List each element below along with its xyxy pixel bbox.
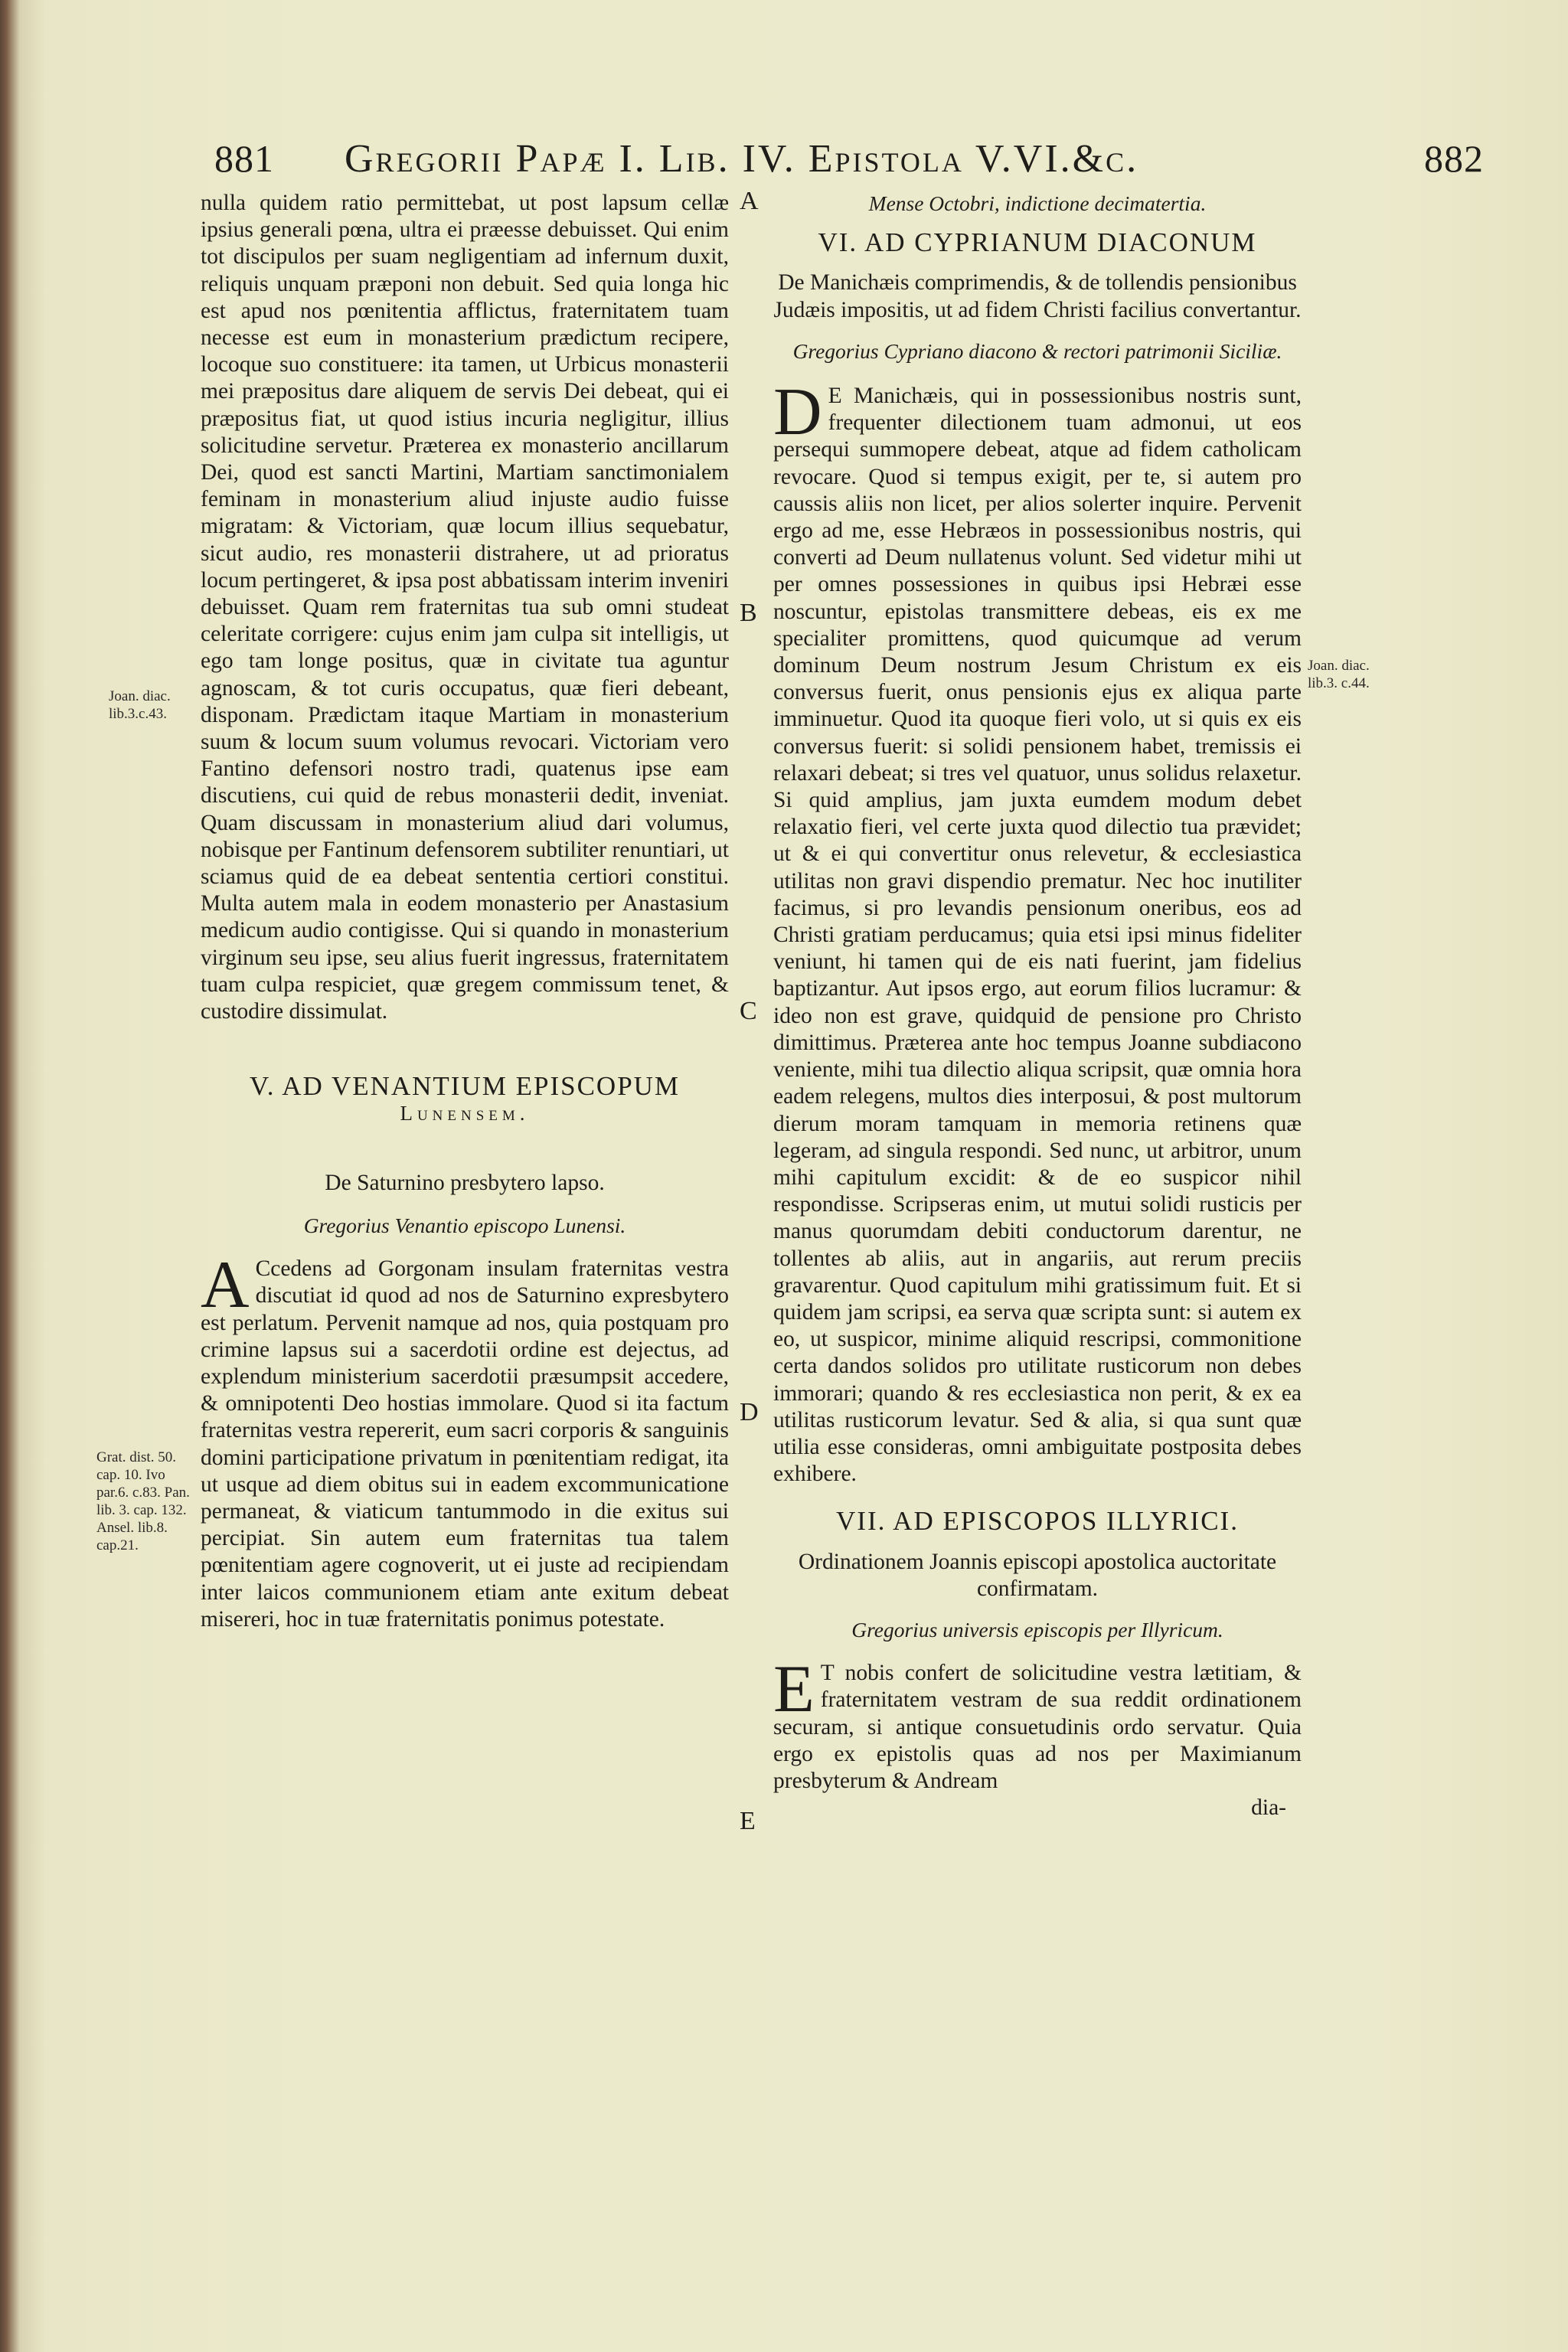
letter7-subject: Ordinationem Joannis episcopi apostolica auctoritate confirmatam. [798,1549,1277,1601]
margin-note: Joan. diac. lib.3. c.44. [1308,658,1370,691]
catchword: dia- [1251,1795,1286,1821]
section-marker: B [740,599,757,627]
section-marker: A [740,187,759,215]
page-number-right: 882 [1424,137,1484,180]
letter7-body [773,1652,1302,1795]
section-marker: C [740,997,757,1025]
drop-cap: A [201,1248,250,1323]
letter5-body [201,1248,729,1633]
letter5-salutation: Gregorius Venantio episcopo Lunensi. [303,1213,626,1237]
letter5-heading-sub: Lunensem. [400,1101,530,1125]
drop-cap: D [773,375,822,450]
left-column [201,190,729,1633]
letter7-text: T nobis confert de solicitudine vestra lætitiam, & fraternitatem vestram de sua reddit ordinationem securam, si antique consuetudinis ordo servatur. Quia ergo ex epistolis quas ad nos per Maximianum presbyterum & Andream [773,1661,1302,1793]
letter5-date: Mense Octobri, indictione decimatertia. [868,191,1207,215]
letter6-text: E Manichæis, qui in possessionibus nostris sunt, frequenter dilectionem tuam admonui, ut eos persequi summopere debeat, atque ad fidem catholicam revocare. Quod si tempus exigit, per te, si autem pro caussis aliis non licet, per alios solerter inquire. Pervenit ergo ad me, esse Hebræos in possessionibus nostris, qui converti ad Deum nullatenus volunt. Sed videtur mihi ut per omnes possessiones in quibus ipsi Hebræi esse noscuntur, epistolas transmittere debeas, eis ex me specialiter promittens, quod quicumque ad verum dominum Deum nostrum Jesum Christum ex eis conversus fuerit, onus pensionis ejus ex aliqua parte imminuetur. Quod ita quoque fieri volo, ut si quis ex eis conversus fuerit: si solidi pensionem habet, tremissis ei relaxari debeat; si tres vel quatuor, unus solidus relaxetur. Si quid amplius, jam juxta eumdem modum debet relaxatio fieri, vel certe juxta quod dilectio tua prævidet; ut & ei qui convertitur onus relevetur, & ecclesiastica utilitas non gravi dispendio prematur. Nec hoc inutiliter facimus, si pro levandis pensionum oneribus, eos ad Christi gratiam perducamus; quia etsi ipsi minus fideliter veniunt, hi tamen qui de eis nati fuerint, jam fidelius baptizantur. Aut ipsos ergo, aut eorum filios lucramur: & ideo non est grave, quidquid de pensione pro Christo dimittimus. Præterea ante hoc tempus Joanne subdiacono veniente, mihi tua dilectio aliqua scripsit, quæ omnia hora eadem relegens, multos dies interposui, & post multorum dierum moram tamquam in memoria retinens quæ legeram, ad singula respondi. Sed nunc, ut arbitror, unum mihi capitulum excidit: & de eo suspicor nihil respondisse. Scripseras enim, ut mutui solidi rusticis per manus quorumdam debiti conductorum darentur, ne tollentes ab aliis, aut in angariis, aut rerum preciis gravarentur. Quod capitulum mihi gratissimum fuit. Et si quidem jam scripsi, ea serva quæ scripta sunt: si autem ex eo, ut suspicor, minime aliquid rescripsi, commonitione certa dandos solidos pro utilitate rusticorum non debes immorari; quando & res ecclesiastica non perit, & ex ea utilitas rusticorum levatur. Sed & alia, si qua sunt quæ utilia esse consideras, omni ambiguitate postposita debes exhibere. [773,384,1302,1487]
letter4-continuation: nulla quidem ratio permittebat, ut post lapsum cellæ ipsius generali pœna, ultra ei præesse debuisset. Qui enim tot discipulos per suam negligentiam ad infernum duxit, reliquis unquam præponi non debuit. Sed quia longa hic est apud nos pœnitentia afflictus, fraternitatem tuam necesse est eum in monasterium prædictum recipere, locoque suo constituere: ita tamen, ut Urbicus monasterii mei præpositus dare aliquem de servis Dei debeat, qui ei præpositus fiat, ut quod istius incuria negligitur, illius solicitudine servetur. Præterea ex monasterio ancillarum Dei, quod est sancti Martini, Martiam sanctimonialem feminam in monasterium aliud injuste audio fuisse migratam: & Victoriam, quæ locum illius sequebatur, sicut audio, res monasterii distrahere, ut ad prioratus locum pertingeret, & ipsa post abbatissam interim inveniri debuisset. Quam rem fraternitas tua sub omni studeat celeritate corrigere: cujus enim jam culpa sit intelligis, ut ego tam longe positus, quæ in civitate tua aguntur agnoscam, & tot curis occupatus, quæ fieri debeant, disponam. Prædictam itaque Martiam in monasterium suum & locum suum volumus revocari. Victoriam vero Fantino defensori nostro tradi, quatenus ipse eam discutiens, cui quid de rebus monasterii dedit, inveniat. Quam discussam in monasterium aliud dari volumus, nobisque per Fantinum defensorem subtiliter renuntiari, ut sciamus quid de ea debeat sententia certiori constitui. Multa autem mala in eodem monasterio per Anastasium medicum audio contigisse. Qui si quando in monasterium virginum seu ipse, seu alius fuerit ingressus, fraternitatem tuam culpa respiciet, quæ gregem commissum tenet, & custodire dissimulat. [201,191,729,1024]
letter7-heading: VII. AD EPISCOPOS ILLYRICI. [836,1506,1239,1537]
letter6-salutation: Gregorius Cypriano diacono & rectori patrimonii Siciliæ. [792,338,1282,363]
letter5-subject: De Saturnino presbytero lapso. [325,1170,605,1195]
letter5-text: Ccedens ad Gorgonam insulam fraternitas vestra discutiat id quod ad nos de Saturnino expresbytero est perlatum. Pervenit namque ad nos, quia postquam pro crimine lapsus sui a sacerdotii ordine est dejectus, ad explendum ministerium sacerdotii præsumpsit accedere, & omnipotenti Deo hostias immolare. Quod si ita factum fraternitas vestra repererit, eum sacri corporis & sanguinis domini participatione privatum in pœnitentiam redigat, ita ut usque ad diem obitus sui in eadem excommunicatione permaneat, & viaticum tantummodo in die exitus sui percipiat. Sin autem eum fraternitas tua talem pœnitentiam agere cognoverit, ut ei juste ad recipiendam inter laicos communionem etiam ante exitum debeat misereri, hoc in tuæ fraternitatis ponimus potestate. [201,1256,729,1632]
margin-note: Grat. dist. 50. cap. 10. Ivo par.6. c.83. Pan. lib. 3. cap. 132. Ansel. lib.8. cap.21. [96,1449,190,1553]
running-title: Gregorii Papæ I. Lib. IV. Epistola V.VI.&c. [345,137,1139,181]
right-column [773,190,1302,1821]
letter7-salutation: Gregorius universis episcopis per Illyricum. [851,1617,1223,1642]
letter6-heading: VI. AD CYPRIANUM DIACONUM [818,227,1257,258]
drop-cap: E [773,1652,815,1727]
letter5-heading: V. AD VENANTIUM EPISCOPUM [249,1071,681,1102]
letter6-body [773,375,1302,1488]
margin-note: Joan. diac. lib.3.c.43. [109,688,171,722]
section-marker: D [740,1398,759,1426]
section-marker: E [740,1807,756,1835]
letter6-subject: De Manichæis comprimendis, & de tollendis pensionibus Judæis impositis, ut ad fidem Christi facilius convertantur. [773,270,1302,322]
page-number-left: 881 [214,137,274,180]
running-header [207,136,1484,190]
